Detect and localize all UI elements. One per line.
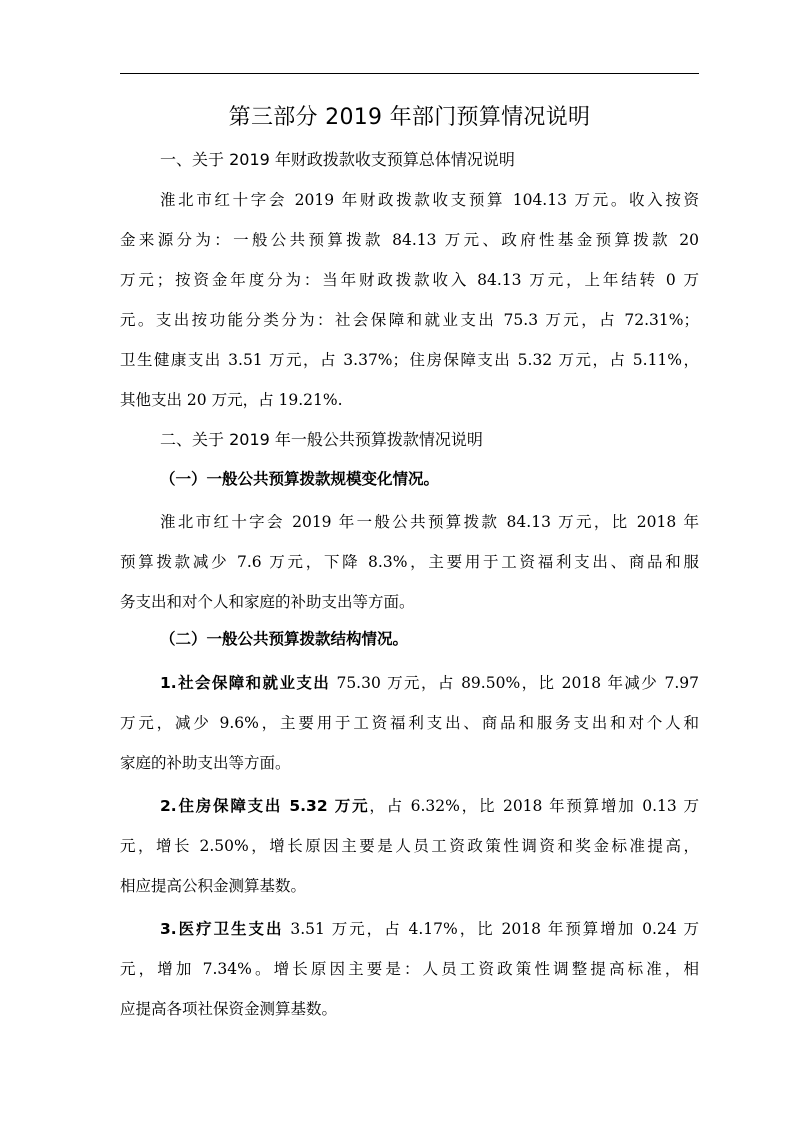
text-line: 淮北市红十字会 2019 年一般公共预算拨款 84.13 万元，比 2018 年 [160,513,699,531]
text-line: 万元，减少 9.6%，主要用于工资福利支出、商品和服务支出和对个人和 [120,714,699,732]
header-rule [120,73,699,74]
text-line [120,663,699,703]
item-1-lead: 1.社会保障和就业支出 [160,674,331,692]
text-line: 其他支出 20 万元，占 19.21%. [120,391,343,409]
section-2-heading: 二、关于 2019 年一般公共预算拨款情况说明 [160,430,483,449]
text-line: 应提高各项社保资金测算基数。 [120,1000,338,1018]
subsection-1-heading: （一）一般公共预算拨款规模变化情况。 [160,470,440,488]
subsection-1-paragraph [120,502,699,622]
text-line: 家庭的补助支出等方面。 [120,754,291,772]
text-line: 预算拨款减少 7.6 万元，下降 8.3%，主要用于工资福利支出、商品和服 [120,553,699,571]
item-3-first-rest: 3.51 万元，占 4.17%，比 2018 年预算增加 0.24 万 [283,920,699,938]
text-line: 相应提高公积金测算基数。 [120,877,307,895]
text-line: 卫生健康支出 3.51 万元，占 3.37%；住房保障支出 5.32 万元，占 5.11%， [120,351,699,369]
item-1-paragraph [120,663,699,783]
page-title: 第三部分 2019 年部门预算情况说明 [228,105,591,130]
subsection-2-heading: （二）一般公共预算拨款结构情况。 [160,630,409,648]
section-1-paragraph [120,180,699,420]
item-2-first-rest: ，占 6.32%，比 2018 年预算增加 0.13 万 [369,797,699,815]
text-line: 元，增长 2.50%，增长原因主要是人员工资政策性调资和奖金标准提高， [120,837,699,855]
text-line: 万元；按资金年度分为：当年财政拨款收入 84.13 万元，上年结转 0 万 [120,271,699,289]
item-3-lead: 3.医疗卫生支出 [160,920,284,938]
section-1-heading: 一、关于 2019 年财政拨款收支预算总体情况说明 [160,150,515,169]
text-line [120,909,699,949]
item-2-paragraph [120,786,699,906]
text-line: 元。支出按功能分类分为：社会保障和就业支出 75.3 万元，占 72.31%； [120,311,699,329]
item-3-paragraph [120,909,699,1029]
item-2-lead: 2.住房保障支出 5.32 万元 [160,797,370,815]
item-1-first-rest: 75.30 万元，占 89.50%，比 2018 年减少 7.97 [330,674,699,692]
text-line: 金来源分为：一般公共预算拨款 84.13 万元、政府性基金预算拨款 20 [120,231,699,249]
text-line: 元，增加 7.34%。增长原因主要是：人员工资政策性调整提高标准，相 [120,960,699,978]
text-line: 淮北市红十字会 2019 年财政拨款收支预算 104.13 万元。收入按资 [160,191,699,209]
text-line: 务支出和对个人和家庭的补助支出等方面。 [120,593,415,611]
text-line [120,786,699,826]
